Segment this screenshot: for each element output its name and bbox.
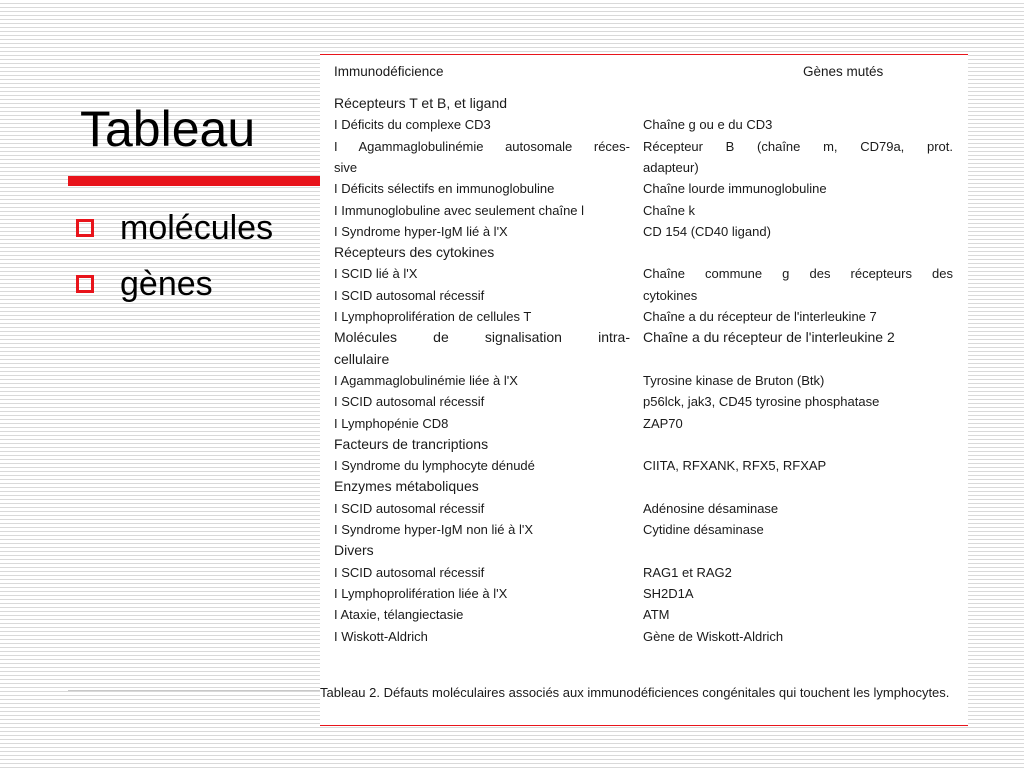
- table-cell-gene: Gène de Wiskott-Aldrich: [643, 628, 784, 644]
- title-underline: [68, 176, 330, 186]
- table-cell-deficiency: I SCID lié à l'X: [334, 266, 418, 282]
- square-bullet-icon: [76, 275, 94, 293]
- table-cell-gene: CIITA, RFXANK, RFX5, RFXAP: [643, 458, 827, 474]
- table-cell-deficiency: I Ataxie, télangiectasie: [334, 607, 464, 623]
- table-cell-deficiency: I Immunoglobuline avec seulement chaîne l: [334, 202, 585, 218]
- table-cell-deficiency: I SCID autosomal récessif: [334, 394, 485, 410]
- table-header-left: Immunodéficience: [334, 64, 444, 79]
- table-cell-gene: Chaîne commune g des récepteurs des: [643, 266, 953, 282]
- table-cell-gene: CD 154 (CD40 ligand): [643, 223, 771, 239]
- table-cell-gene: ATM: [643, 607, 670, 623]
- table-cell-gene: Cytidine désaminase: [643, 522, 764, 537]
- table-cell-deficiency: I Lymphoprolifération liée à l'X: [334, 585, 508, 601]
- table-cell-gene: ZAP70: [643, 415, 683, 431]
- table-figure: [320, 54, 968, 726]
- table-cell-deficiency: I Agammaglobulinémie liée à l'X: [334, 372, 518, 388]
- table-cell-deficiency: Divers: [334, 542, 374, 559]
- table-cell-deficiency: cellulaire: [334, 350, 390, 367]
- footer-divider: [68, 690, 328, 691]
- table-cell-deficiency: Récepteurs des cytokines: [334, 244, 495, 261]
- table-cell-gene: Chaîne k: [643, 202, 696, 218]
- bullet-item: [76, 264, 273, 304]
- table-cell-deficiency: sive: [334, 159, 358, 175]
- table-cell-deficiency: I Lymphopénie CD8: [334, 415, 449, 431]
- table-cell-deficiency: I SCID autosomal récessif: [334, 287, 485, 303]
- bullet-item: [76, 208, 273, 248]
- table-cell-deficiency: I Syndrome hyper-IgM lié à l'X: [334, 223, 508, 239]
- table-cell-gene: cytokines: [643, 287, 698, 303]
- bullet-text: molécules: [120, 208, 274, 247]
- table-cell-deficiency: I Agammaglobulinémie autosomale réces-: [334, 138, 630, 154]
- table-cell-gene: Récepteur B (chaîne m, CD79a, prot.: [643, 138, 953, 154]
- table-cell-deficiency: I Syndrome hyper-IgM non lié à l'X: [334, 522, 534, 537]
- table-cell-gene: Adénosine désaminase: [643, 500, 779, 516]
- table-cell-deficiency: I Wiskott-Aldrich: [334, 628, 428, 644]
- table-cell-gene: p56lck, jak3, CD45 tyrosine phosphatase: [643, 394, 880, 410]
- table-cell-gene: Chaîne lourde immunoglobuline: [643, 181, 827, 197]
- table-cell-deficiency: Récepteurs T et B, et ligand: [334, 95, 508, 111]
- table-cell-gene: Chaîne a du récepteur de l'interleukine 2: [643, 329, 895, 346]
- table-cell-gene: RAG1 et RAG2: [643, 564, 732, 580]
- table-cell-deficiency: I SCID autosomal récessif: [334, 500, 485, 516]
- table-cell-gene: adapteur): [643, 159, 699, 175]
- table-cell-deficiency: I SCID autosomal récessif: [334, 564, 485, 580]
- bullet-list: [76, 208, 273, 320]
- table-header-right: Gènes mutés: [803, 64, 884, 79]
- table-cell-gene: SH2D1A: [643, 585, 694, 601]
- table-cell-deficiency: I Syndrome du lymphocyte dénudé: [334, 458, 535, 474]
- table-cell-deficiency: I Déficits sélectifs en immunoglobuline: [334, 181, 555, 197]
- table-cell-gene: Chaîne g ou e du CD3: [643, 117, 773, 133]
- table-cell-gene: Tyrosine kinase de Bruton (Btk): [643, 372, 825, 388]
- bullet-text: gènes: [120, 264, 213, 303]
- table-cell-deficiency: I Déficits du complexe CD3: [334, 117, 491, 133]
- table-cell-deficiency: I Lymphoprolifération de cellules T: [334, 309, 532, 324]
- table-cell-deficiency: Enzymes métaboliques: [334, 478, 479, 495]
- table-caption: Tableau 2. Défauts moléculaires associés aux immunodéficiences congénitales qui touchent les lymphocytes.: [320, 685, 950, 700]
- square-bullet-icon: [76, 219, 94, 237]
- table-cell-deficiency: Molécules de signalisation intra-: [334, 329, 630, 346]
- table-cell-deficiency: Facteurs de trancriptions: [334, 435, 489, 452]
- slide-title: Tableau: [80, 101, 256, 157]
- table-cell-gene: Chaîne a du récepteur de l'interleukine 7: [643, 309, 877, 324]
